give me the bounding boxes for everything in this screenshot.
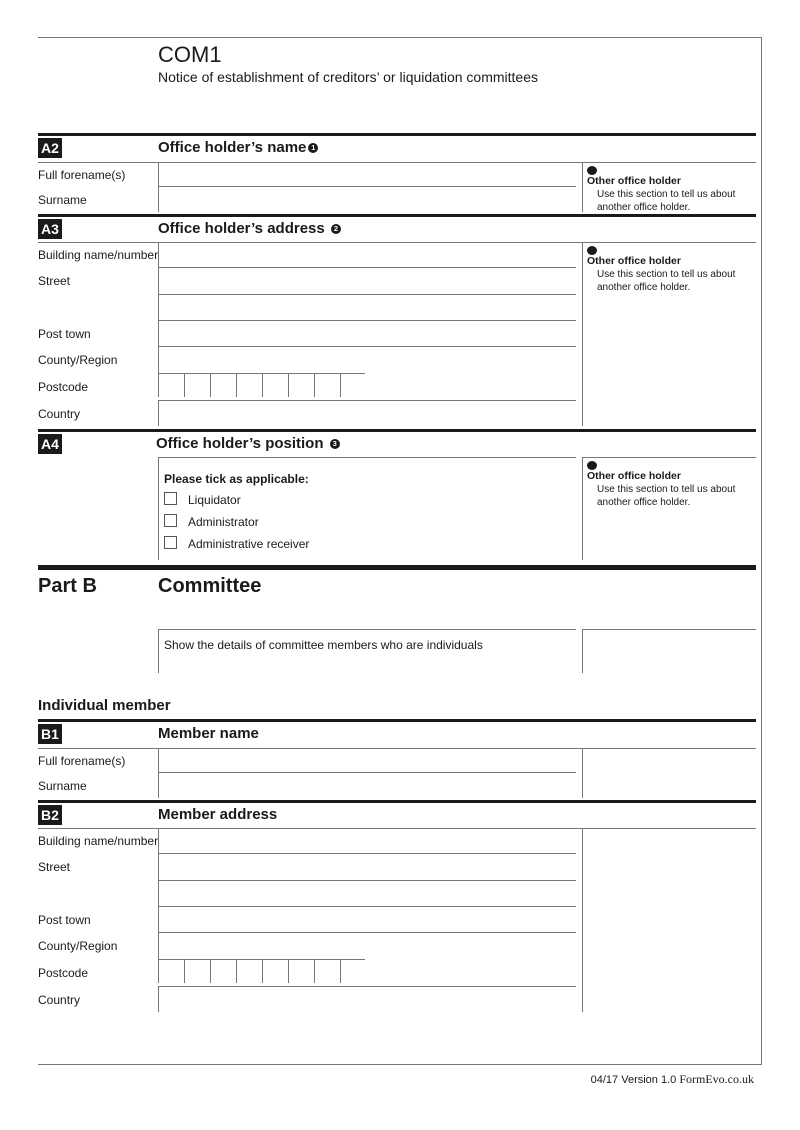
a3-building-label: Building name/number bbox=[38, 248, 159, 262]
a4-instruction: Please tick as applicable: bbox=[164, 472, 309, 486]
liquidator-label: Liquidator bbox=[188, 493, 241, 507]
b2-building-label: Building name/number bbox=[38, 834, 159, 848]
b2-title: Member address bbox=[158, 806, 278, 823]
a3-postcode-box[interactable] bbox=[288, 373, 314, 397]
part-b-note-box bbox=[582, 629, 756, 673]
a2-title bbox=[158, 139, 318, 157]
a2-forename-field[interactable] bbox=[158, 162, 576, 187]
a3-postcode-box[interactable] bbox=[184, 373, 210, 397]
a3-county-field[interactable] bbox=[158, 347, 576, 373]
form-title: Notice of establishment of creditors’ or liquidation committees bbox=[158, 69, 538, 85]
b2-postcode-box[interactable] bbox=[262, 959, 288, 983]
top-border bbox=[38, 37, 762, 38]
a3-note-marker-icon: 2 bbox=[587, 246, 597, 255]
b2-street-field-1[interactable] bbox=[158, 854, 576, 881]
part-b-instruction: Show the details of committee members who are individuals bbox=[164, 638, 483, 652]
b2-postcode-box[interactable] bbox=[184, 959, 210, 983]
a3-street-field-1[interactable] bbox=[158, 268, 576, 295]
b1-forename-label: Full forename(s) bbox=[38, 754, 126, 768]
a2-note-title: Other office holder bbox=[587, 175, 681, 187]
a3-note bbox=[582, 242, 756, 426]
b1-surname-label: Surname bbox=[38, 779, 87, 793]
a4-note-title: Other office holder bbox=[587, 470, 681, 482]
b2-postcode-box[interactable] bbox=[288, 959, 314, 983]
b2-street-label: Street bbox=[38, 860, 71, 874]
b2-building-field[interactable] bbox=[158, 828, 576, 854]
a3-postcode-box[interactable] bbox=[236, 373, 262, 397]
administrative-receiver-checkbox[interactable] bbox=[164, 536, 177, 549]
a2-note-marker-icon: 1 bbox=[587, 166, 597, 175]
b2-postcode-box[interactable] bbox=[210, 959, 236, 983]
b1-forename-field[interactable] bbox=[158, 748, 576, 773]
a3-postcode-box[interactable] bbox=[340, 373, 366, 397]
a3-title-text: Office holder’s address bbox=[158, 220, 325, 237]
b1-badge: B1 bbox=[38, 724, 62, 744]
b1-title: Member name bbox=[158, 725, 259, 742]
a3-postcode-box[interactable] bbox=[262, 373, 288, 397]
a3-postcode-box[interactable] bbox=[210, 373, 236, 397]
a3-building-field[interactable] bbox=[158, 242, 576, 268]
b2-country-label: Country bbox=[38, 993, 81, 1007]
right-border bbox=[761, 37, 762, 1065]
a4-note bbox=[582, 457, 756, 560]
administrator-label: Administrator bbox=[188, 515, 259, 529]
administrative-receiver-label: Administrative receiver bbox=[188, 537, 310, 551]
a3-postcode-box[interactable] bbox=[158, 373, 184, 397]
b2-postcode-label: Postcode bbox=[38, 966, 89, 980]
bottom-border bbox=[38, 1064, 762, 1065]
liquidator-checkbox[interactable] bbox=[164, 492, 177, 505]
part-b-top-rule bbox=[38, 565, 756, 570]
a4-note-text: Use this section to tell us about another office holder. bbox=[597, 484, 736, 508]
a3-post-town-label: Post town bbox=[38, 327, 91, 341]
footer-brand: FormEvo.co.uk bbox=[679, 1072, 754, 1086]
b2-badge: B2 bbox=[38, 805, 62, 825]
b2-postcode-box[interactable] bbox=[340, 959, 366, 983]
b2-postcode-box[interactable] bbox=[236, 959, 262, 983]
b1-top-rule bbox=[38, 719, 756, 722]
b2-country-field[interactable] bbox=[158, 986, 576, 1012]
part-b-label: Part B bbox=[38, 575, 97, 597]
a2-top-rule bbox=[38, 133, 756, 136]
b2-postcode-box[interactable] bbox=[314, 959, 340, 983]
form-code: COM1 bbox=[158, 42, 222, 67]
a3-street-field-2[interactable] bbox=[158, 295, 576, 321]
administrator-checkbox[interactable] bbox=[164, 514, 177, 527]
a4-title bbox=[156, 435, 340, 453]
a2-marker-icon: 1 bbox=[308, 143, 318, 153]
a4-badge: A4 bbox=[38, 434, 62, 454]
a3-marker-icon: 2 bbox=[331, 224, 341, 234]
a3-street-label: Street bbox=[38, 274, 71, 288]
a4-marker-icon: 3 bbox=[330, 439, 340, 449]
b1-surname-field[interactable] bbox=[158, 773, 576, 798]
a2-surname-label: Surname bbox=[38, 193, 87, 207]
a3-county-label: County/Region bbox=[38, 353, 118, 367]
a3-country-field[interactable] bbox=[158, 400, 576, 426]
footer bbox=[591, 1072, 754, 1087]
a2-note-text: Use this section to tell us about another office holder. bbox=[597, 189, 736, 213]
a3-postcode-label: Postcode bbox=[38, 380, 89, 394]
a2-title-text: Office holder’s name bbox=[158, 139, 307, 156]
a3-badge: A3 bbox=[38, 219, 62, 239]
a2-badge: A2 bbox=[38, 138, 62, 158]
a3-post-town-field[interactable] bbox=[158, 321, 576, 347]
b2-county-field[interactable] bbox=[158, 933, 576, 959]
b2-postcode-field[interactable] bbox=[158, 959, 366, 985]
b2-post-town-field[interactable] bbox=[158, 907, 576, 933]
a3-postcode-box[interactable] bbox=[314, 373, 340, 397]
a4-top-rule bbox=[38, 429, 756, 432]
a4-title-text: Office holder’s position bbox=[156, 435, 324, 452]
a3-note-text: Use this section to tell us about another office holder. bbox=[597, 269, 736, 293]
b2-top-rule bbox=[38, 800, 756, 803]
b2-county-label: County/Region bbox=[38, 939, 118, 953]
part-b-title: Committee bbox=[158, 575, 262, 597]
b2-post-town-label: Post town bbox=[38, 913, 91, 927]
b2-street-field-2[interactable] bbox=[158, 881, 576, 907]
a3-note-title: Other office holder bbox=[587, 255, 681, 267]
a3-postcode-field[interactable] bbox=[158, 373, 366, 399]
a3-country-label: Country bbox=[38, 407, 81, 421]
a3-title bbox=[158, 220, 341, 238]
footer-version: 04/17 Version 1.0 bbox=[590, 1074, 677, 1086]
b2-postcode-box[interactable] bbox=[158, 959, 184, 983]
a2-note bbox=[582, 162, 756, 212]
a3-top-rule bbox=[38, 214, 756, 217]
a2-forename-label: Full forename(s) bbox=[38, 168, 126, 182]
b1-note-box bbox=[582, 748, 756, 798]
b2-note-box bbox=[582, 828, 756, 1012]
a2-surname-field[interactable] bbox=[158, 187, 576, 212]
individual-member-heading: Individual member bbox=[38, 697, 171, 714]
a4-note-marker-icon: 3 bbox=[587, 461, 597, 470]
